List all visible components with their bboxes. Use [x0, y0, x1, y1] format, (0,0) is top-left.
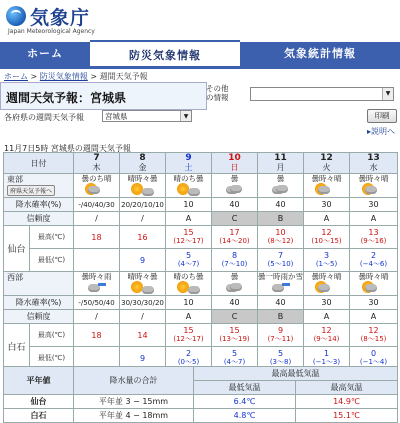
max-temp-cell [74, 226, 120, 249]
max-temp-cell [166, 324, 212, 347]
weather-icon [316, 183, 338, 197]
min-temp-cell [74, 249, 120, 272]
reliability-value: A [304, 310, 350, 324]
min-temp-value: 3 [323, 251, 330, 260]
weather-text: 曇 [276, 174, 285, 183]
day-header [212, 153, 258, 174]
region-row [4, 272, 398, 296]
page-title: 週間天気予報：宮城県 [6, 91, 127, 105]
min-temp-cell [258, 249, 304, 272]
reliability-label: 信頼度 [4, 212, 74, 226]
forecast-table [3, 152, 398, 370]
reliability-value: A [166, 310, 212, 324]
pop-value: 30 [304, 296, 350, 310]
max-temp-cell [166, 226, 212, 249]
weather-icon [270, 281, 292, 295]
breadcrumb [4, 71, 148, 82]
max-header: 最高気温 [296, 381, 398, 395]
normals-header-row [4, 367, 398, 381]
pref-select[interactable] [102, 110, 192, 122]
normals-row [4, 409, 398, 423]
max-temp-value: 12 [368, 326, 379, 335]
city-name: 白石 [4, 324, 30, 370]
max-temp-cell [304, 226, 350, 249]
breadcrumb-current: 週間天気予報 [99, 72, 148, 81]
day-header [258, 153, 304, 174]
min-temp-range: (4〜7) [223, 358, 246, 366]
pop-row [4, 296, 398, 310]
main-nav [0, 42, 400, 66]
max-temp-row [4, 226, 398, 249]
day-number: 12 [320, 153, 333, 163]
region-name [4, 174, 74, 198]
weather-text: 曇時々晴 [311, 174, 342, 183]
max-temp-cell [74, 324, 120, 347]
min-temp-label: 最低(℃) [30, 249, 74, 272]
min-temp-label: 最低(℃) [30, 347, 74, 370]
max-temp-value: 12 [321, 326, 332, 335]
max-temp-range: (9〜14) [313, 335, 340, 343]
other-info-select[interactable] [250, 87, 394, 101]
minmax-label: 最高最低気温 [194, 367, 398, 381]
weather-icon [86, 183, 108, 197]
min-temp-value: 7 [277, 251, 284, 260]
day-number: 13 [367, 153, 380, 163]
min-temp-cell [212, 249, 258, 272]
max-temp-cell [120, 226, 166, 249]
max-temp-cell [120, 324, 166, 347]
reliability-value: A [166, 212, 212, 226]
pop-value: 30 [304, 198, 350, 212]
date-header: 日付 [4, 153, 74, 174]
weather-text: 晴のち曇 [173, 174, 204, 183]
normals-max: 15.1℃ [296, 409, 398, 423]
pop-value: 30 [350, 198, 398, 212]
day-of-week: 火 [322, 163, 331, 172]
weather-cell [166, 272, 212, 296]
reliability-value: C [212, 310, 258, 324]
min-temp-value: 9 [139, 353, 146, 363]
weather-cell [120, 174, 166, 198]
day-of-week: 水 [369, 163, 378, 172]
max-temp-range: (8〜15) [360, 335, 387, 343]
pop-value: -/40/40/30 [74, 198, 120, 212]
normals-city: 白石 [4, 409, 74, 423]
print-button[interactable]: 印刷 [367, 109, 397, 123]
reliability-value: / [74, 310, 120, 324]
pop-row [4, 198, 398, 212]
reliability-value: B [258, 310, 304, 324]
weather-cell [304, 272, 350, 296]
day-header [304, 153, 350, 174]
normals-label: 平年値 [4, 367, 74, 395]
weather-text: 晴時々曇 [127, 272, 158, 281]
min-temp-value: 8 [231, 251, 238, 260]
pop-value: 40 [212, 198, 258, 212]
max-temp-value: 15 [183, 228, 194, 237]
other-info-label-line2: の情報 [206, 93, 229, 102]
max-temp-cell [304, 324, 350, 347]
min-temp-value: 9 [139, 255, 146, 265]
max-temp-label: 最高(℃) [30, 226, 74, 249]
day-header [74, 153, 120, 174]
other-info-label [206, 84, 229, 102]
reliability-value: / [120, 212, 166, 226]
day-header [350, 153, 398, 174]
chevron-down-icon[interactable]: ▼ [180, 111, 191, 121]
weather-cell [212, 272, 258, 296]
weather-text: 曇時々晴 [311, 272, 342, 281]
pop-value: 10 [166, 296, 212, 310]
weather-cell [258, 272, 304, 296]
day-number: 9 [185, 153, 192, 163]
reliability-label: 信頼度 [4, 310, 74, 324]
min-temp-cell [304, 249, 350, 272]
pop-value: 40 [258, 296, 304, 310]
min-temp-range: (−4〜6) [359, 260, 388, 268]
weather-cell [212, 174, 258, 198]
normals-max: 14.9℃ [296, 395, 398, 409]
reliability-value: A [304, 212, 350, 226]
reliability-row [4, 212, 398, 226]
day-of-week: 月 [276, 163, 285, 172]
max-temp-value: 15 [229, 326, 240, 335]
max-temp-cell [212, 226, 258, 249]
max-temp-value: 13 [368, 228, 379, 237]
reliability-value: C [212, 212, 258, 226]
day-header [166, 153, 212, 174]
reliability-value: / [74, 212, 120, 226]
min-temp-value: 2 [370, 251, 377, 260]
min-temp-value: 0 [370, 349, 377, 358]
reliability-value: B [258, 212, 304, 226]
region-row [4, 174, 398, 198]
max-temp-range: (9〜16) [360, 237, 387, 245]
min-temp-row [4, 249, 398, 272]
min-temp-range: (5〜10) [267, 260, 294, 268]
normals-row [4, 395, 398, 409]
pop-label: 降水確率(%) [4, 198, 74, 212]
normals-min: 6.4℃ [194, 395, 296, 409]
max-temp-value: 10 [275, 228, 286, 237]
pref-select-value: 宮城県 [105, 112, 128, 121]
weather-cell [74, 174, 120, 198]
pop-label: 降水確率(%) [4, 296, 74, 310]
weather-icon [132, 183, 154, 197]
max-temp-range: (13〜19) [219, 335, 250, 343]
day-number: 10 [228, 153, 241, 163]
chevron-down-icon[interactable]: ▼ [382, 88, 393, 100]
pref-forecast-button[interactable]: 府県天気予報へ [7, 185, 55, 196]
weather-cell [166, 174, 212, 198]
day-of-week: 土 [184, 163, 193, 172]
day-of-week: 金 [138, 163, 147, 172]
pop-value: 40 [212, 296, 258, 310]
min-temp-range: (3〜8) [269, 358, 292, 366]
city-name: 仙台 [4, 226, 30, 272]
max-temp-range: (12〜17) [173, 237, 204, 245]
day-number: 8 [139, 153, 146, 163]
help-link[interactable]: ▸説明へ [367, 127, 396, 136]
max-temp-value: 9 [277, 326, 284, 335]
reliability-value: A [350, 212, 398, 226]
nav-home-tab[interactable]: ホーム [0, 42, 90, 66]
min-temp-value: 2 [185, 349, 192, 358]
pop-value: 30/30/30/20 [120, 296, 166, 310]
date-row [4, 153, 398, 174]
day-header [120, 153, 166, 174]
weather-cell [120, 272, 166, 296]
nav-divider [0, 66, 400, 69]
min-temp-range: (7〜10) [221, 260, 248, 268]
weather-text: 晴時々曇 [127, 174, 158, 183]
max-temp-range: (8〜12) [267, 237, 294, 245]
max-temp-range: (12〜17) [173, 335, 204, 343]
pref-select-label: 各府県の週間天気予報 [4, 113, 84, 122]
weather-cell [350, 272, 398, 296]
weather-text: 曇時々晴 [358, 174, 389, 183]
weather-icon [270, 183, 292, 197]
weather-icon [178, 183, 200, 197]
weather-icon [363, 281, 385, 295]
max-temp-value: 18 [91, 330, 102, 340]
pop-value: 10 [166, 198, 212, 212]
pop-value: 30 [350, 296, 398, 310]
min-temp-value: 5 [277, 349, 284, 358]
normals-table [3, 366, 398, 423]
min-temp-value: 1 [323, 349, 330, 358]
issued-time: 11月7日5時 宮城県の週間天気予報 [4, 144, 131, 153]
precip-label: 降水量の合計 [74, 367, 194, 395]
min-temp-range: (1〜5) [315, 260, 338, 268]
max-temp-label: 最高(℃) [30, 324, 74, 347]
normals-city: 仙台 [4, 395, 74, 409]
max-temp-cell [258, 226, 304, 249]
weather-cell [74, 272, 120, 296]
max-temp-value: 14 [137, 330, 148, 340]
normals-min: 4.8℃ [194, 409, 296, 423]
normals-precip: 平年並 4 − 18mm [74, 409, 194, 423]
weather-text: 晴のち曇 [173, 272, 204, 281]
day-of-week: 日 [230, 163, 239, 172]
min-temp-range: (−1〜4) [359, 358, 388, 366]
max-temp-value: 18 [91, 232, 102, 242]
min-temp-range: (0〜5) [177, 358, 200, 366]
max-temp-cell [350, 324, 398, 347]
agency-name-en: Japan Meteorological Agency [8, 28, 95, 35]
reliability-value: A [350, 310, 398, 324]
reliability-value: / [120, 310, 166, 324]
weather-icon [363, 183, 385, 197]
weather-text: 曇のち晴 [81, 174, 112, 183]
region-name-text: 東部 [7, 175, 23, 184]
weather-text: 曇 [230, 174, 239, 183]
max-temp-value: 12 [321, 228, 332, 237]
other-info-label-line1: その他 [206, 84, 229, 93]
weather-icon [132, 281, 154, 295]
weather-cell [350, 174, 398, 198]
weather-icon [224, 281, 246, 295]
weather-cell [258, 174, 304, 198]
min-temp-cell [120, 249, 166, 272]
min-temp-range: (−1〜3) [312, 358, 341, 366]
weather-icon [224, 183, 246, 197]
max-temp-cell [212, 324, 258, 347]
min-header: 最低気温 [194, 381, 296, 395]
max-temp-cell [350, 226, 398, 249]
breadcrumb-home-link[interactable]: ホーム [4, 72, 28, 81]
min-temp-value: 5 [185, 251, 192, 260]
weather-text: 曇時々晴 [358, 272, 389, 281]
min-temp-cell [166, 249, 212, 272]
nav-bosai-tab[interactable]: 防災気象情報 [90, 40, 240, 68]
nav-toukei-tab[interactable]: 気象統計情報 [240, 42, 400, 66]
min-temp-cell [350, 249, 398, 272]
jma-logo-icon[interactable] [6, 6, 26, 26]
breadcrumb-separator: > [87, 72, 100, 81]
weather-icon [178, 281, 200, 295]
day-of-week: 木 [92, 163, 101, 172]
pop-value: -/50/50/40 [74, 296, 120, 310]
region-name [4, 272, 74, 296]
max-temp-row [4, 324, 398, 347]
max-temp-cell [258, 324, 304, 347]
max-temp-range: (10〜15) [311, 237, 342, 245]
region-name-text: 西部 [7, 273, 23, 282]
reliability-row [4, 310, 398, 324]
pop-value: 40 [258, 198, 304, 212]
pop-value: 20/20/10/10 [120, 198, 166, 212]
breadcrumb-bosai-link[interactable]: 防災気象情報 [39, 72, 88, 81]
agency-name[interactable]: 気象庁 [30, 7, 91, 29]
weather-cell [304, 174, 350, 198]
max-temp-range: (7〜11) [267, 335, 294, 343]
day-number: 11 [274, 153, 287, 163]
weather-text: 曇時々雨 [81, 272, 112, 281]
min-temp-value: 5 [231, 349, 238, 358]
weather-text: 曇 [230, 272, 239, 281]
breadcrumb-separator: > [28, 72, 40, 81]
weather-icon [316, 281, 338, 295]
max-temp-value: 16 [137, 232, 148, 242]
day-number: 7 [93, 153, 100, 163]
min-temp-range: (4〜7) [177, 260, 200, 268]
normals-precip: 平年並 3 − 15mm [74, 395, 194, 409]
max-temp-value: 15 [183, 326, 194, 335]
max-temp-range: (14〜20) [219, 237, 250, 245]
weather-icon [86, 281, 108, 295]
weather-text: 曇一時雨か雪 [258, 272, 303, 281]
max-temp-value: 17 [229, 228, 240, 237]
